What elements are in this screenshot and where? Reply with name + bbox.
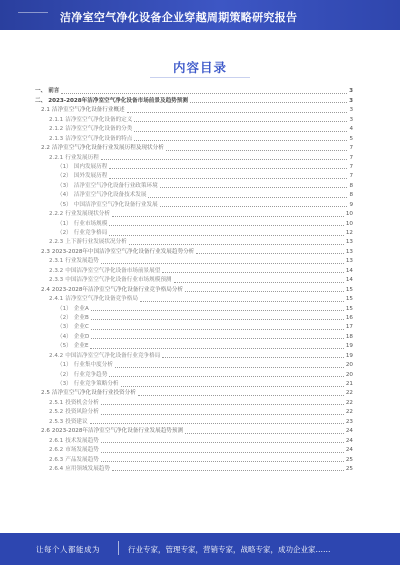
toc-entry-title: 行业发展趋势 bbox=[65, 258, 99, 265]
toc-dot-leader bbox=[90, 348, 343, 349]
toc-entry[interactable] bbox=[35, 322, 353, 331]
toc-entry-title: 洁净室空气净化设备的定义 bbox=[65, 116, 133, 123]
toc-entry-number: 2.6.4 bbox=[49, 465, 64, 472]
toc-entry-number: 2.4.2 bbox=[49, 352, 64, 359]
toc-dot-leader bbox=[109, 376, 344, 377]
toc-dot-leader bbox=[134, 140, 347, 141]
toc-dot-leader bbox=[196, 253, 344, 254]
toc-dot-leader bbox=[109, 178, 347, 179]
toc-entry-number: （1） bbox=[57, 362, 72, 369]
toc-entry-page: 8 bbox=[349, 192, 353, 199]
toc-entry-page: 19 bbox=[345, 343, 353, 350]
toc-entry-title: 行业竞争策略分析 bbox=[73, 381, 119, 387]
toc-entry-page: 9 bbox=[349, 201, 353, 208]
toc-entry-number: （2） bbox=[57, 314, 72, 321]
toc-dot-leader bbox=[112, 216, 344, 217]
toc-entry[interactable] bbox=[35, 275, 353, 284]
toc-entry-number: 2.2.3 bbox=[49, 239, 64, 246]
toc-entry-page: 23 bbox=[345, 418, 353, 425]
toc-dot-leader bbox=[101, 263, 344, 264]
toc-dot-leader bbox=[160, 187, 348, 188]
report-footer bbox=[0, 533, 400, 565]
footer-divider bbox=[118, 541, 119, 555]
toc-entry-number: 一、 bbox=[35, 88, 47, 95]
toc-entry-number: 2.6.2 bbox=[49, 447, 64, 454]
toc-entry[interactable] bbox=[35, 454, 353, 463]
toc-dot-leader bbox=[166, 150, 348, 151]
toc-dot-leader bbox=[134, 121, 347, 122]
toc-entry[interactable] bbox=[35, 237, 353, 246]
toc-entry[interactable] bbox=[35, 416, 353, 425]
toc-entry-title: 中国洁净室空气净化设备行业竞争格局 bbox=[65, 352, 161, 359]
toc-entry-title: 企业B bbox=[73, 314, 89, 321]
toc-entry-number: （3） bbox=[57, 381, 72, 387]
toc-entry-number: 2.6 bbox=[41, 428, 50, 435]
toc-entry-title: 2023-2028年洁净室空气净化设备市场前景及趋势预测 bbox=[48, 97, 188, 104]
toc-entry-title: 企业E bbox=[73, 343, 89, 350]
toc-dot-leader bbox=[162, 272, 344, 273]
toc-entry-page: 8 bbox=[349, 182, 353, 189]
toc-dot-leader bbox=[109, 168, 347, 169]
toc-entry-page: 12 bbox=[345, 230, 353, 236]
toc-entry-page: 7 bbox=[349, 163, 353, 170]
toc-entry[interactable] bbox=[35, 124, 353, 133]
toc-heading-underline bbox=[150, 77, 250, 78]
toc-dot-leader bbox=[101, 414, 344, 415]
toc-entry-page: 14 bbox=[345, 277, 353, 284]
toc-dot-leader bbox=[109, 235, 344, 236]
toc-entry[interactable] bbox=[35, 105, 353, 114]
toc-entry-page: 13 bbox=[345, 239, 353, 246]
toc-entry-page: 18 bbox=[345, 333, 353, 340]
toc-entry[interactable] bbox=[35, 360, 353, 369]
toc-entry[interactable] bbox=[35, 190, 353, 199]
toc-dot-leader bbox=[134, 131, 347, 132]
toc-entry-number: （4） bbox=[57, 192, 72, 199]
toc-entry-number: 2.3.2 bbox=[49, 267, 64, 274]
toc-entry-page: 24 bbox=[345, 437, 353, 444]
toc-entry[interactable] bbox=[35, 426, 353, 435]
toc-entry-page: 3 bbox=[349, 97, 353, 104]
toc-entry-number: （1） bbox=[57, 220, 72, 227]
toc-entry-page: 20 bbox=[345, 362, 353, 369]
toc-entry[interactable] bbox=[35, 369, 353, 378]
toc-entry-number: 2.4 bbox=[41, 286, 50, 293]
toc-entry-number: 2.1.1 bbox=[49, 116, 64, 123]
toc-entry-title: 行业市场规模 bbox=[73, 220, 108, 227]
toc-entry-number: 2.5 bbox=[41, 390, 50, 397]
toc-entry-number: 2.3.3 bbox=[49, 277, 64, 284]
toc-entry-page: 25 bbox=[345, 465, 353, 472]
table-of-contents bbox=[35, 86, 353, 473]
toc-entry-title: 行业竞争格局 bbox=[73, 230, 108, 236]
toc-entry-title: 行业竞争趋势 bbox=[73, 371, 108, 378]
toc-entry-page: 19 bbox=[345, 352, 353, 359]
toc-entry[interactable] bbox=[35, 86, 353, 95]
toc-entry-title: 市场发展趋势 bbox=[65, 447, 99, 454]
toc-entry-page: 15 bbox=[345, 296, 353, 303]
toc-dot-leader bbox=[101, 404, 344, 405]
toc-entry-number: 二、 bbox=[35, 97, 47, 104]
toc-entry-title: 洁净室空气净化设备行业投资分析 bbox=[51, 390, 136, 397]
toc-entry[interactable] bbox=[35, 95, 353, 104]
toc-dot-leader bbox=[101, 442, 344, 443]
report-title: 洁净室空气净化设备企业穿越周期策略研究报告 bbox=[60, 11, 298, 24]
toc-entry-number: （3） bbox=[57, 182, 72, 189]
toc-entry-title: 技术发展趋势 bbox=[65, 437, 99, 444]
toc-entry[interactable] bbox=[35, 114, 353, 123]
toc-entry-title: 洁净室空气净化设备行业发展历程及现状分析 bbox=[51, 145, 164, 152]
toc-entry-title: 投资风险分析 bbox=[65, 409, 99, 416]
toc-entry-title: 洁净室空气净化设备技术发展 bbox=[73, 192, 147, 199]
toc-entry-page: 10 bbox=[345, 220, 353, 227]
toc-dot-leader bbox=[115, 367, 344, 368]
toc-dot-leader bbox=[162, 357, 344, 358]
toc-entry-number: 2.5.3 bbox=[49, 418, 64, 425]
toc-entry-number: 2.5.1 bbox=[49, 399, 64, 406]
toc-entry-number: 2.2 bbox=[41, 145, 50, 152]
toc-entry-number: （2） bbox=[57, 173, 72, 180]
toc-entry-page: 7 bbox=[349, 173, 353, 180]
toc-dot-leader bbox=[101, 159, 348, 160]
toc-entry-number: 2.1.2 bbox=[49, 126, 64, 133]
toc-entry-page: 4 bbox=[349, 126, 353, 133]
toc-dot-leader bbox=[90, 423, 344, 424]
toc-entry-number: 2.2.2 bbox=[49, 211, 64, 218]
toc-entry-number: 2.2.1 bbox=[49, 154, 64, 161]
toc-entry-title: 2023-2028年洁净室空气净化设备行业发展趋势预测 bbox=[51, 428, 184, 435]
toc-entry[interactable] bbox=[35, 379, 353, 388]
toc-entry-title: 行业发展历程 bbox=[65, 154, 99, 161]
toc-entry-number: 2.5.2 bbox=[49, 409, 64, 416]
toc-entry[interactable] bbox=[35, 152, 353, 161]
toc-dot-leader bbox=[91, 310, 344, 311]
header-decoration bbox=[18, 12, 48, 17]
toc-dot-leader bbox=[101, 461, 344, 462]
toc-entry[interactable] bbox=[35, 294, 353, 303]
toc-entry-number: 2.1.3 bbox=[49, 135, 64, 142]
toc-entry[interactable] bbox=[35, 171, 353, 180]
toc-entry[interactable] bbox=[35, 133, 353, 142]
toc-entry-page: 13 bbox=[345, 248, 353, 255]
toc-dot-leader bbox=[121, 386, 344, 387]
toc-dot-leader bbox=[127, 112, 348, 113]
toc-entry-page: 24 bbox=[345, 428, 353, 435]
toc-dot-leader bbox=[109, 225, 344, 226]
toc-entry-title: 洁净室空气净化设备行业概述 bbox=[51, 107, 125, 114]
toc-entry[interactable] bbox=[35, 228, 353, 237]
toc-entry-title: 行业发展现状分析 bbox=[65, 211, 110, 218]
toc-entry-number: （1） bbox=[57, 163, 72, 170]
toc-entry[interactable] bbox=[35, 388, 353, 397]
toc-entry-page: 14 bbox=[345, 267, 353, 274]
toc-dot-leader bbox=[138, 395, 344, 396]
toc-entry[interactable] bbox=[35, 143, 353, 152]
toc-entry-number: 2.3 bbox=[41, 248, 50, 255]
toc-entry-number: 2.6.3 bbox=[49, 456, 64, 463]
toc-entry-page: 3 bbox=[349, 107, 353, 114]
toc-dot-leader bbox=[91, 329, 344, 330]
toc-entry-page: 5 bbox=[349, 135, 353, 142]
toc-entry-page: 3 bbox=[349, 88, 353, 95]
toc-entry-title: 投资机会分析 bbox=[65, 399, 99, 406]
toc-entry-page: 20 bbox=[345, 371, 353, 378]
toc-entry-title: 企业D bbox=[73, 333, 90, 340]
toc-entry-page: 16 bbox=[345, 314, 353, 321]
toc-entry-title: 投资建议 bbox=[65, 418, 88, 425]
toc-dot-leader bbox=[174, 282, 344, 283]
toc-entry[interactable] bbox=[35, 407, 353, 416]
toc-entry-number: 2.6.1 bbox=[49, 437, 64, 444]
toc-entry-number: （3） bbox=[57, 324, 72, 331]
toc-entry-page: 17 bbox=[345, 324, 353, 331]
toc-entry[interactable] bbox=[35, 162, 353, 171]
toc-entry-title: 行业集中度分析 bbox=[73, 362, 113, 369]
toc-entry-title: 洁净室空气净化设备行业政策环境 bbox=[73, 182, 158, 189]
toc-entry[interactable] bbox=[35, 284, 353, 293]
toc-entry-page: 15 bbox=[345, 305, 353, 312]
report-header bbox=[0, 0, 400, 30]
toc-dot-leader bbox=[129, 244, 344, 245]
toc-entry-page: 3 bbox=[349, 116, 353, 123]
toc-entry[interactable] bbox=[35, 209, 353, 218]
toc-entry[interactable] bbox=[35, 303, 353, 312]
toc-dot-leader bbox=[91, 319, 344, 320]
toc-entry[interactable] bbox=[35, 246, 353, 255]
toc-entry[interactable] bbox=[35, 313, 353, 322]
toc-entry-number: 2.4.1 bbox=[49, 296, 64, 303]
toc-entry-page: 10 bbox=[345, 211, 353, 218]
toc-dot-leader bbox=[148, 197, 347, 198]
toc-entry[interactable] bbox=[35, 331, 353, 340]
toc-entry-title: 洁净室空气净化设备的分类 bbox=[65, 126, 133, 133]
toc-dot-leader bbox=[101, 452, 344, 453]
toc-entry-title: 中国洁净室空气净化设备市场前景展望 bbox=[65, 267, 161, 274]
toc-entry-page: 7 bbox=[349, 145, 353, 152]
toc-entry-title: 应用领域发展趋势 bbox=[65, 465, 110, 472]
toc-entry-page: 25 bbox=[345, 456, 353, 463]
toc-entry-title: 国外发展历程 bbox=[73, 173, 108, 180]
toc-entry-number: （5） bbox=[57, 343, 72, 350]
toc-entry-title: 中国洁净室空气净化设备行业市场规模预测 bbox=[65, 277, 172, 284]
toc-entry[interactable] bbox=[35, 341, 353, 350]
toc-entry-number: （5） bbox=[57, 201, 72, 208]
toc-entry[interactable] bbox=[35, 199, 353, 208]
toc-entry[interactable] bbox=[35, 265, 353, 274]
toc-entry-page: 7 bbox=[349, 154, 353, 161]
toc-entry-title: 2023-2028年洁净室空气净化设备行业竞争格局分析 bbox=[51, 286, 184, 293]
toc-dot-leader bbox=[140, 301, 344, 302]
footer-tagline: 行业专家，管理专家，营销专家，战略专家，成功企业家…… bbox=[128, 545, 331, 554]
toc-entry-title: 国内发展历程 bbox=[73, 163, 108, 170]
toc-entry-page: 21 bbox=[345, 381, 353, 387]
toc-entry-title: 前言 bbox=[48, 88, 60, 95]
toc-entry[interactable] bbox=[35, 397, 353, 406]
footer-slogan: 让每个人都能成为 bbox=[36, 545, 100, 554]
toc-entry[interactable] bbox=[35, 180, 353, 189]
toc-entry-title: 洁净室空气净化设备竞争格局 bbox=[65, 296, 138, 303]
toc-entry[interactable] bbox=[35, 350, 353, 359]
toc-dot-leader bbox=[185, 433, 344, 434]
toc-entry-number: 2.1 bbox=[41, 107, 50, 114]
toc-entry-title: 上下游行业发展状况分析 bbox=[65, 239, 127, 246]
toc-heading: 内容目录 bbox=[172, 60, 227, 75]
toc-entry[interactable] bbox=[35, 435, 353, 444]
toc-entry[interactable] bbox=[35, 464, 353, 473]
toc-dot-leader bbox=[160, 206, 348, 207]
toc-entry-title: 企业A bbox=[73, 305, 89, 312]
toc-entry-number: 2.3.1 bbox=[49, 258, 64, 265]
toc-entry-title: 2023-2028年中国洁净室空气净化设备行业发展趋势分析 bbox=[51, 248, 195, 255]
toc-entry-number: （4） bbox=[57, 333, 72, 340]
toc-entry-page: 22 bbox=[345, 399, 353, 406]
toc-dot-leader bbox=[91, 338, 344, 339]
toc-entry-title: 产品发展趋势 bbox=[65, 456, 99, 463]
toc-dot-leader bbox=[185, 291, 344, 292]
toc-entry-title: 洁净室空气净化设备的特点 bbox=[65, 135, 133, 142]
toc-entry-title: 企业C bbox=[73, 324, 89, 331]
toc-entry-number: （2） bbox=[57, 230, 72, 236]
toc-entry-page: 13 bbox=[345, 258, 353, 265]
toc-entry[interactable] bbox=[35, 256, 353, 265]
toc-entry-page: 24 bbox=[345, 447, 353, 454]
toc-entry-page: 22 bbox=[345, 409, 353, 416]
toc-dot-leader bbox=[190, 102, 347, 103]
toc-entry-page: 22 bbox=[345, 390, 353, 397]
toc-dot-leader bbox=[112, 470, 344, 471]
toc-entry-number: （1） bbox=[57, 305, 72, 312]
toc-entry[interactable] bbox=[35, 445, 353, 454]
toc-dot-leader bbox=[61, 93, 347, 94]
toc-entry[interactable] bbox=[35, 218, 353, 227]
toc-entry-title: 中国洁净室空气净化设备行业发展 bbox=[73, 201, 158, 208]
toc-entry-number: （2） bbox=[57, 371, 72, 378]
toc-entry-page: 15 bbox=[345, 286, 353, 293]
